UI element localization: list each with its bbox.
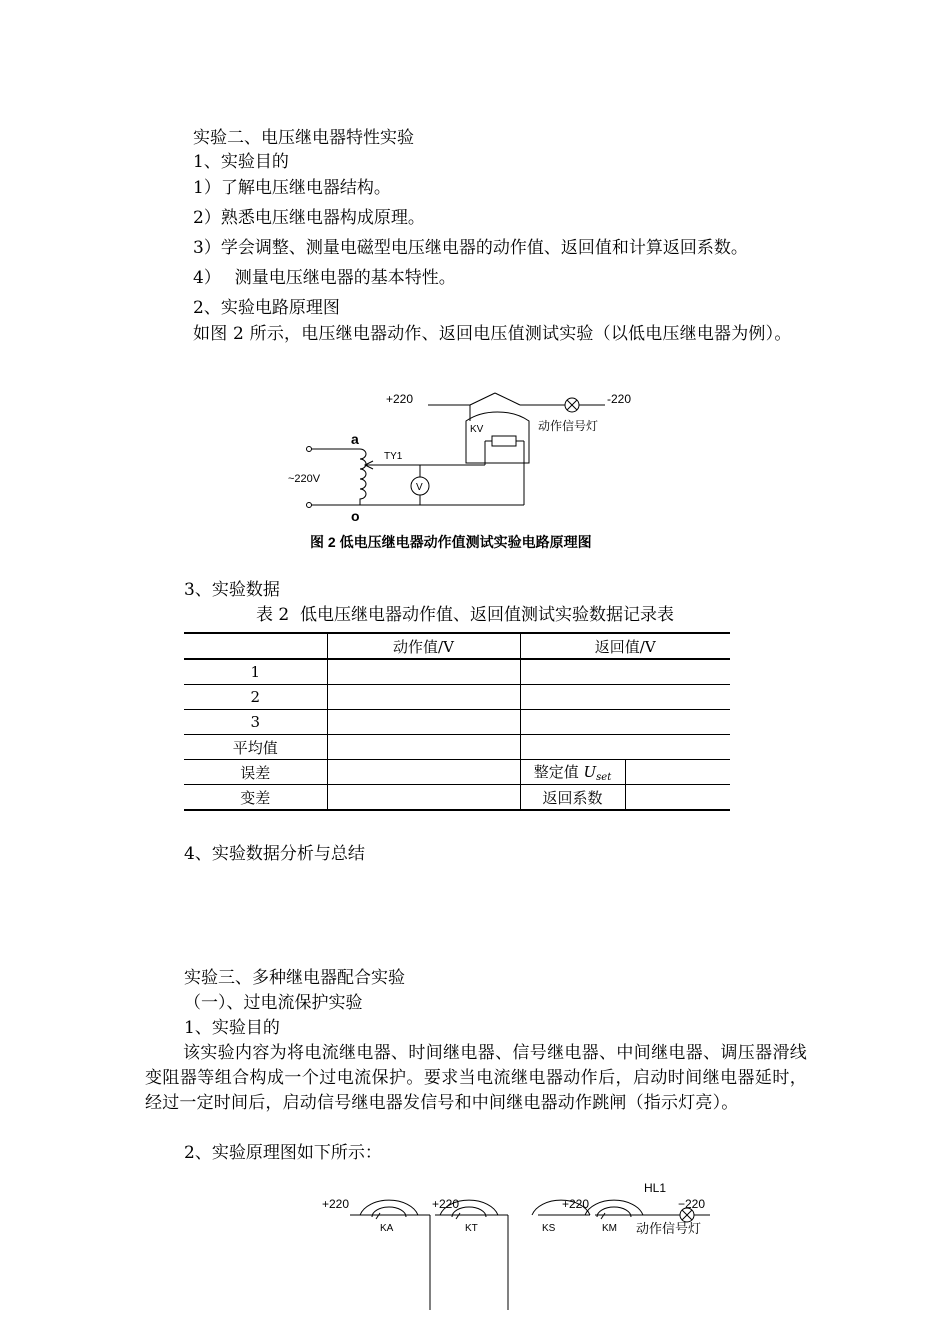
return-coef-label: 返回系数 (520, 785, 625, 811)
fig3-label-minus-220: −220 (678, 1197, 706, 1211)
exp3-subtitle: （一）、过电流保护实验 (184, 993, 363, 1013)
table-header-blank (184, 633, 327, 659)
setting-value-label (520, 760, 625, 785)
row-label-error: 误差 (184, 760, 327, 785)
figure-2-circuit (280, 385, 660, 525)
exp2-purpose-heading: 1、实验目的 (193, 152, 289, 172)
figure-3-circuit (310, 1175, 730, 1325)
exp3-purpose-heading: 1、实验目的 (184, 1018, 280, 1038)
cell-operate-average (327, 735, 520, 760)
fig3-label-plus-220-b: +220 (432, 1197, 460, 1211)
fig3-label-hl1: HL1 (644, 1181, 667, 1195)
exp2-analysis-heading: 4、实验数据分析与总结 (184, 844, 365, 864)
exp2-purpose-4: 4） 测量电压继电器的基本特性。 (193, 268, 456, 288)
table-row (184, 710, 730, 735)
table-2 (184, 632, 730, 811)
cell-operate-variation (327, 785, 520, 811)
setting-var: U (583, 763, 597, 781)
cell-operate-3 (327, 710, 520, 735)
label-kv: KV (470, 424, 484, 435)
exp2-purpose-3: 3）学会调整、测量电磁型电压继电器的动作值、返回值和计算返回系数。 (193, 238, 748, 258)
exp3-title: 实验三、多种继电器配合实验 (184, 968, 405, 988)
label-a: a (351, 431, 359, 447)
exp2-circuit-desc: 如图 2 所示，电压继电器动作、返回电压值测试实验（以低电压继电器为例）。 (193, 324, 792, 344)
table-2-caption: 表 2 低电压继电器动作值、返回值测试实验数据记录表 (256, 605, 675, 625)
row-label-2: 2 (184, 685, 327, 710)
cell-operate-error (327, 760, 520, 785)
cell-setting-value (625, 760, 730, 785)
table-header-return: 返回值/V (520, 633, 730, 659)
label-ty1: TY1 (384, 451, 403, 462)
fig3-label-km: KM (602, 1223, 617, 1234)
voltmeter-icon: V (416, 482, 423, 493)
cell-return-2 (520, 685, 730, 710)
fig3-label-kt: KT (465, 1223, 478, 1234)
fig3-label-lamp: 动作信号灯 (636, 1221, 702, 1236)
cell-return-coef (625, 785, 730, 811)
exp2-data-heading: 3、实验数据 (184, 580, 280, 600)
exp2-title: 实验二、电压继电器特性实验 (193, 128, 414, 148)
cell-operate-1 (327, 659, 520, 685)
label-plus-220: +220 (386, 392, 414, 406)
exp3-purpose-text: 该实验内容为将电流继电器、时间继电器、信号继电器、中间继电器、调压器滑线变阻器等组合构成一个过电流保护。要求当电流继电器动作后，启动时间继电器延时，经过一定时间后，启动信号继电器发信号和中间继电器动作跳闸（指示灯亮）。 (145, 1043, 807, 1113)
exp2-purpose-2: 2）熟悉电压继电器构成原理。 (193, 208, 425, 228)
table-row (184, 735, 730, 760)
exp3-diagram-heading: 2、实验原理图如下所示： (184, 1143, 382, 1163)
row-label-variation: 变差 (184, 785, 327, 811)
table-row (184, 760, 730, 785)
row-label-1: 1 (184, 659, 327, 685)
setting-label-text: 整定值 (533, 763, 584, 781)
cell-return-average (520, 735, 730, 760)
label-minus-220: -220 (607, 392, 632, 406)
table-row (184, 685, 730, 710)
row-label-average: 平均值 (184, 735, 327, 760)
table-header-operate: 动作值/V (327, 633, 520, 659)
exp2-purpose-1: 1）了解电压继电器结构。 (193, 178, 391, 198)
label-o: o (351, 508, 360, 524)
setting-subscript: set (596, 772, 612, 783)
figure-2-caption: 图 2 低电压继电器动作值测试实验电路原理图 (310, 534, 592, 550)
cell-return-3 (520, 710, 730, 735)
exp2-circuit-heading: 2、实验电路原理图 (193, 298, 340, 318)
table-row (184, 659, 730, 685)
label-lamp: 动作信号灯 (538, 419, 599, 433)
cell-operate-2 (327, 685, 520, 710)
fig3-label-ks: KS (542, 1223, 556, 1234)
table-header-row (184, 633, 730, 659)
cell-return-1 (520, 659, 730, 685)
row-label-3: 3 (184, 710, 327, 735)
table-row (184, 785, 730, 811)
fig3-label-plus-220-c: +220 (562, 1197, 590, 1211)
fig3-label-plus-220-a: +220 (322, 1197, 350, 1211)
fig3-label-ka: KA (380, 1223, 394, 1234)
label-source: ~220V (288, 473, 321, 485)
